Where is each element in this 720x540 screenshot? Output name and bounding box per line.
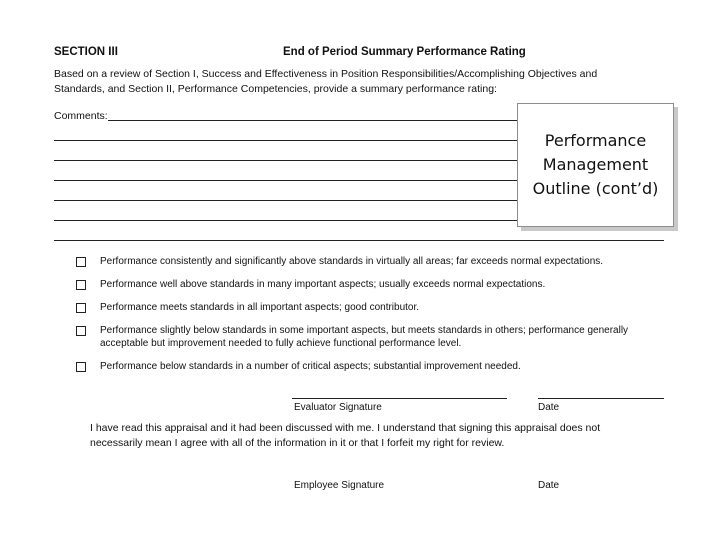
employee-date-label: Date (538, 480, 560, 491)
rating-option-text: Performance slightly below standards in some important aspects, but meets standards in others; performance generally acceptable but improvement needed to fully achieve functional performance level. (100, 325, 629, 349)
comments-label: Comments: (54, 110, 108, 122)
form-title: End of Period Summary Performance Rating (283, 46, 526, 58)
callout-box (517, 103, 674, 227)
rating-checkbox[interactable] (76, 303, 86, 313)
rating-option-text: Performance consistently and significantly above standards in virtually all areas; far exceeds normal expectations. (100, 256, 604, 267)
rating-checkbox[interactable] (76, 257, 86, 267)
intro-text: Based on a review of Section I, Success and Effectiveness in Position Responsibilities/Accomplishing Objectives and Standards, and Section II, Performance Competencies, provide a summary performance rating: (54, 68, 598, 95)
rating-checkbox[interactable] (76, 280, 86, 290)
evaluator-date-label: Date (538, 402, 560, 413)
rating-option-text: Performance meets standards in all important aspects; good contributor. (100, 302, 420, 313)
rating-option[interactable] (76, 360, 666, 373)
rating-option[interactable] (76, 324, 666, 350)
evaluator-date-line[interactable] (538, 398, 664, 399)
rating-option[interactable] (76, 255, 666, 268)
rating-option-text: Performance well above standards in many important aspects; usually exceeds normal expectations. (100, 279, 546, 290)
acknowledgment-text: I have read this appraisal and it had been discussed with me. I understand that signing this appraisal does not necessarily mean I agree with all of the information in it or that I forfeit my right for review. (90, 422, 601, 449)
section-label: SECTION III (54, 46, 118, 58)
employee-signature-label: Employee Signature (294, 480, 385, 491)
rating-option[interactable] (76, 278, 666, 291)
callout-text: Performance Management Outline (cont’d) (532, 131, 659, 198)
comments-line[interactable] (54, 240, 664, 241)
evaluator-signature-line[interactable] (292, 398, 507, 399)
rating-checkbox[interactable] (76, 326, 86, 336)
rating-option-text: Performance below standards in a number of critical aspects; substantial improvement needed. (100, 361, 521, 372)
rating-checkbox[interactable] (76, 362, 86, 372)
rating-option[interactable] (76, 301, 666, 314)
evaluator-signature-label: Evaluator Signature (294, 402, 382, 413)
